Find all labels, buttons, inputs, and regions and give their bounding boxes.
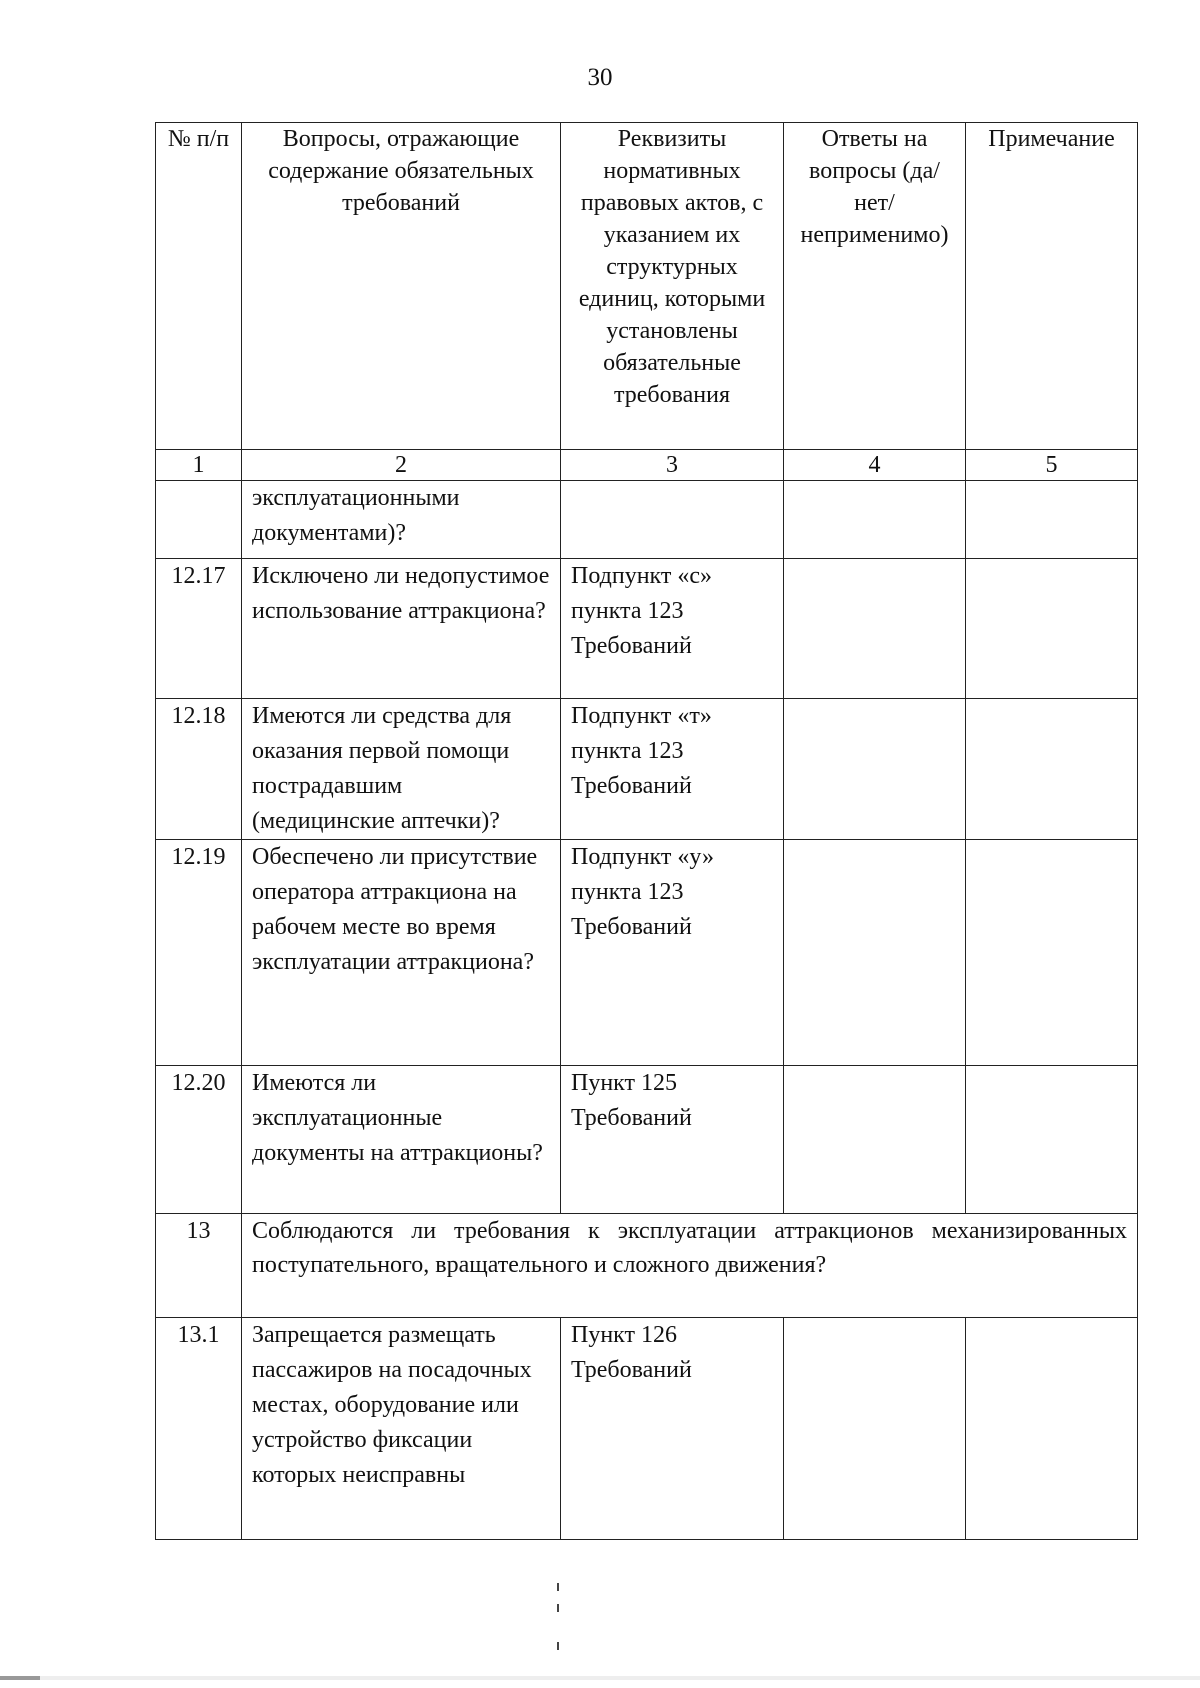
column-index: 1 bbox=[156, 450, 242, 481]
row-note bbox=[966, 1318, 1138, 1540]
scan-mark bbox=[557, 1604, 559, 1612]
table-row bbox=[156, 840, 1138, 1066]
section-row bbox=[156, 1214, 1138, 1318]
row-number: 12.18 bbox=[156, 699, 242, 840]
row-answer bbox=[784, 559, 966, 699]
scan-edge bbox=[0, 1676, 1200, 1680]
header-references: Реквизиты нормативных правовых актов, с указанием их структурных единиц, которыми установлены обязательные требования bbox=[561, 123, 784, 450]
table-row bbox=[156, 699, 1138, 840]
row-question: Обеспечено ли присутствие оператора аттракциона на рабочем месте во время эксплуатации аттракциона? bbox=[242, 840, 561, 1066]
scan-mark bbox=[557, 1642, 559, 1650]
row-note bbox=[966, 559, 1138, 699]
row-number bbox=[156, 481, 242, 559]
table-row bbox=[156, 559, 1138, 699]
header-answers: Ответы на вопросы (да/нет/ неприменимо) bbox=[784, 123, 966, 450]
row-note bbox=[966, 1066, 1138, 1214]
row-answer bbox=[784, 840, 966, 1066]
row-note bbox=[966, 699, 1138, 840]
table-row bbox=[156, 1318, 1138, 1540]
header-number: № п/п bbox=[156, 123, 242, 450]
row-answer bbox=[784, 1066, 966, 1214]
table-row bbox=[156, 1066, 1138, 1214]
checklist-table bbox=[155, 122, 1138, 1540]
row-reference bbox=[561, 481, 784, 559]
row-note bbox=[966, 840, 1138, 1066]
row-number: 12.19 bbox=[156, 840, 242, 1066]
row-question: Имеются ли эксплуатационные документы на аттракционы? bbox=[242, 1066, 561, 1214]
row-answer bbox=[784, 699, 966, 840]
row-note bbox=[966, 481, 1138, 559]
row-number: 13.1 bbox=[156, 1318, 242, 1540]
section-number: 13 bbox=[156, 1214, 242, 1318]
column-index: 5 bbox=[966, 450, 1138, 481]
table-row-continuation bbox=[156, 481, 1138, 559]
row-question: эксплуатационными документами)? bbox=[242, 481, 561, 559]
row-answer bbox=[784, 481, 966, 559]
row-reference: Подпункт «у» пункта 123 Требований bbox=[561, 840, 784, 1066]
header-questions: Вопросы, отражающие содержание обязательных требований bbox=[242, 123, 561, 450]
row-question: Запрещается размещать пассажиров на посадочных местах, оборудование или устройство фиксации которых неисправны bbox=[242, 1318, 561, 1540]
column-index: 3 bbox=[561, 450, 784, 481]
page-number: 30 bbox=[587, 64, 613, 91]
header-notes: Примечание bbox=[966, 123, 1138, 450]
row-number: 12.17 bbox=[156, 559, 242, 699]
column-index: 4 bbox=[784, 450, 966, 481]
scan-mark bbox=[557, 1583, 559, 1591]
row-question: Исключено ли недопустимое использование аттракциона? bbox=[242, 559, 561, 699]
table-header-row bbox=[156, 123, 1138, 450]
row-reference: Пункт 125 Требований bbox=[561, 1066, 784, 1214]
column-index-row bbox=[156, 450, 1138, 481]
column-index: 2 bbox=[242, 450, 561, 481]
row-reference: Подпункт «т» пункта 123 Требований bbox=[561, 699, 784, 840]
row-number: 12.20 bbox=[156, 1066, 242, 1214]
section-title: Соблюдаются ли требования к эксплуатации аттракционов механизированных поступательного, вращательного и сложного движения? bbox=[242, 1214, 1138, 1318]
row-reference: Подпункт «с» пункта 123 Требований bbox=[561, 559, 784, 699]
row-reference: Пункт 126 Требований bbox=[561, 1318, 784, 1540]
row-answer bbox=[784, 1318, 966, 1540]
row-question: Имеются ли средства для оказания первой помощи пострадавшим (медицинские аптечки)? bbox=[242, 699, 561, 840]
